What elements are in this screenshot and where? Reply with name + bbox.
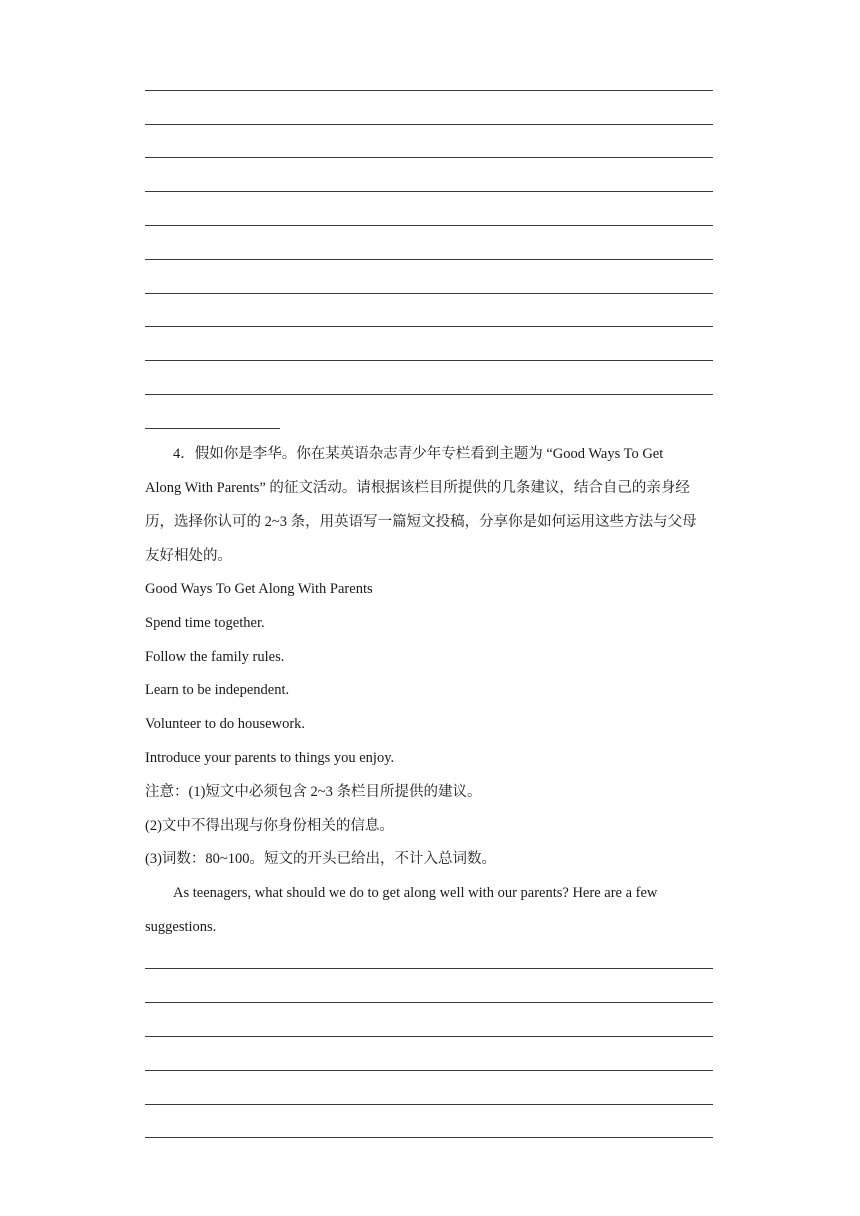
answer-line[interactable] bbox=[145, 394, 713, 395]
column-title: Good Ways To Get Along With Parents bbox=[145, 581, 373, 597]
answer-line-short[interactable] bbox=[145, 428, 280, 429]
answer-line[interactable] bbox=[145, 157, 713, 158]
prompt-text: 假如你是李华。你在某英语杂志青少年专栏看到主题为 “Good Ways To Get bbox=[194, 446, 664, 462]
suggestion-item: Spend time together. bbox=[145, 615, 265, 631]
note-item: (2)文中不得出现与你身份相关的信息。 bbox=[145, 818, 394, 834]
answer-line[interactable] bbox=[145, 191, 713, 192]
suggestion-item: Learn to be independent. bbox=[145, 682, 290, 698]
answer-line[interactable] bbox=[145, 225, 713, 226]
answer-line[interactable] bbox=[145, 1036, 713, 1037]
answer-line[interactable] bbox=[145, 259, 713, 260]
answer-line[interactable] bbox=[145, 968, 713, 969]
answer-line[interactable] bbox=[145, 1002, 713, 1003]
note-item: (3)词数：80~100。短文的开头已给出，不计入总词数。 bbox=[145, 851, 497, 867]
answer-line[interactable] bbox=[145, 326, 713, 327]
answer-line[interactable] bbox=[145, 360, 713, 361]
answer-line[interactable] bbox=[145, 1104, 713, 1105]
suggestion-item: Volunteer to do housework. bbox=[145, 716, 306, 732]
question-number: 4． bbox=[173, 446, 195, 462]
answer-line[interactable] bbox=[145, 90, 713, 91]
answer-line[interactable] bbox=[145, 1070, 713, 1071]
answer-line[interactable] bbox=[145, 1137, 713, 1138]
prompt-line-4: 友好相处的。 bbox=[145, 548, 232, 564]
suggestion-item: Introduce your parents to things you enjoy. bbox=[145, 750, 395, 766]
answer-line[interactable] bbox=[145, 293, 713, 294]
prompt-line-2: Along With Parents” 的征文活动。请根据该栏目所提供的几条建议，结合自己的亲身经 bbox=[145, 480, 690, 496]
opening-line-1: As teenagers, what should we do to get along well with our parents? Here are a few bbox=[173, 885, 658, 901]
prompt-line-1 bbox=[173, 444, 663, 464]
answer-line[interactable] bbox=[145, 124, 713, 125]
opening-line-2: suggestions. bbox=[145, 919, 217, 935]
note-item: 注意：(1)短文中必须包含 2~3 条栏目所提供的建议。 bbox=[145, 784, 482, 800]
prompt-line-3: 历，选择你认可的 2~3 条，用英语写一篇短文投稿，分享你是如何运用这些方法与父母 bbox=[145, 514, 697, 530]
suggestion-item: Follow the family rules. bbox=[145, 649, 285, 665]
